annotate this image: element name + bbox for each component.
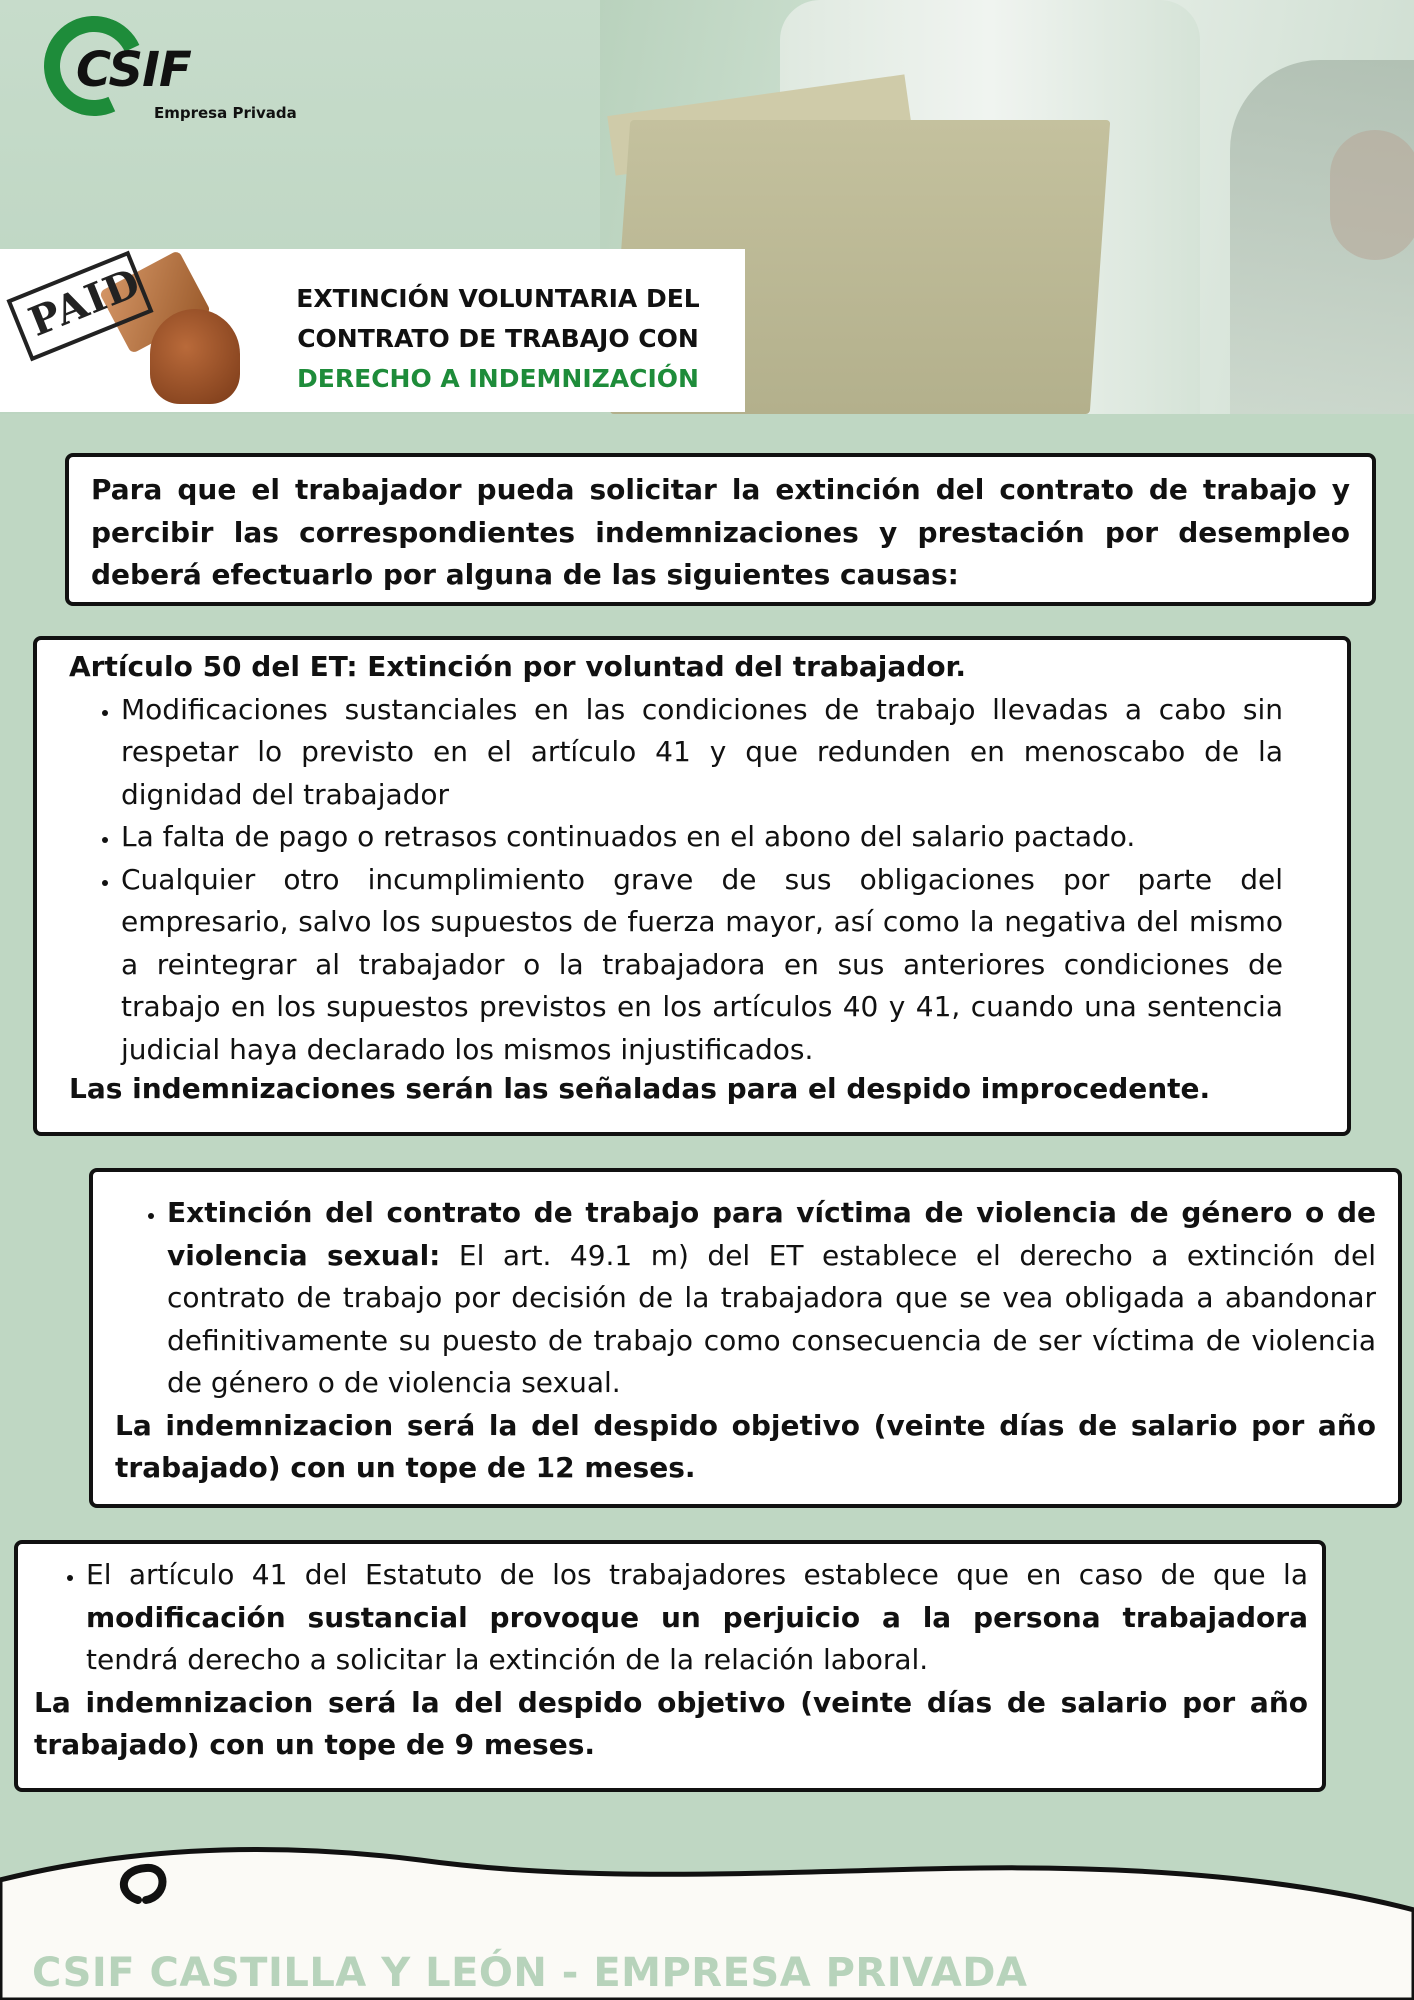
violencia-conclusion: La indemnizacion será la del despido objetivo (veinte días de salario por año trabajado) con un tope de 12 meses.	[115, 1408, 1376, 1484]
title-line-2: CONTRATO DE TRABAJO CON	[297, 324, 699, 353]
list-item	[167, 1192, 1376, 1405]
list-item: • Cualquier otro incumplimiento grave de sus obligaciones por parte del empresario, salvo los supuestos de fuerza mayor, así como la negativa del mismo a reintegrar al trabajador o la trabajadora en sus anteriores condiciones de trabajo en los supuestos previstos en los artículos 40 y 41, cuando una sentencia judicial haya declarado los mismos injustificados.	[121, 859, 1283, 1072]
background-person-head	[1330, 130, 1414, 260]
violencia-list	[115, 1192, 1376, 1405]
list-item: • Modificaciones sustanciales en las condiciones de trabajo llevadas a cabo sin respetar lo previsto en el artículo 41 y que redunden en menoscabo de la dignidad del trabajador	[121, 689, 1283, 817]
footer-text: CSIF CASTILLA Y LEÓN - EMPRESA PRIVADA	[32, 1950, 1028, 1996]
article-41-list	[34, 1554, 1308, 1682]
article-50-card	[33, 636, 1351, 1136]
article-41-conclusion: La indemnizacion será la del despido objetivo (veinte días de salario por año trabajado) con un tope de 9 meses.	[34, 1685, 1308, 1761]
title-line-1: EXTINCIÓN VOLUNTARIA DEL	[296, 284, 700, 313]
logo-name: CSIF	[76, 42, 191, 98]
article-50-heading: Artículo 50 del ET: Extinción por voluntad del trabajador.	[69, 650, 967, 683]
stamp-handle-icon	[150, 309, 240, 404]
article-50-list	[69, 689, 1283, 1072]
article-50-conclusion: Las indemnizaciones serán las señaladas para el despido improcedente.	[69, 1072, 1211, 1105]
page-title	[268, 279, 728, 399]
intro-text: Para que el trabajador pueda solicitar la extinción del contrato de trabajo y percibir las correspondientes indemnizaciones y prestación por desempleo deberá efectuarlo por alguna de las siguientes causas:	[91, 473, 1350, 591]
article-41-text-before: El artículo 41 del Estatuto de los trabajadores establece que en caso de que la	[86, 1558, 1308, 1591]
article-41-card	[14, 1540, 1326, 1792]
violencia-card	[89, 1168, 1402, 1508]
csif-logo	[40, 10, 300, 140]
article-41-text-after: tendrá derecho a solicitar la extinción de la relación laboral.	[86, 1643, 929, 1676]
violencia-text: El art. 49.1 m) del ET establece el derecho a extinción del contrato de trabajo por decisión de la trabajadora que se vea obligada a abandonar definitivamente su puesto de trabajo como consecuencia de ser víctima de violencia de género o de violencia sexual.	[167, 1238, 1376, 1399]
title-line-3: DERECHO A INDEMNIZACIÓN	[297, 364, 699, 393]
list-item	[86, 1554, 1308, 1682]
violencia-bold: Extinción del contrato de trabajo para víctima de violencia de género o de violencia sexual:	[167, 1196, 1376, 1272]
logo-subtitle: Empresa Privada	[154, 104, 297, 122]
list-item: • La falta de pago o retrasos continuados en el abono del salario pactado.	[121, 816, 1283, 859]
intro-card	[65, 453, 1376, 606]
title-panel	[0, 249, 745, 412]
hero-banner	[0, 0, 1414, 414]
stamp-word: PAID	[22, 258, 148, 346]
article-41-bold: modificación sustancial provoque un perjuicio a la persona trabajadora	[86, 1600, 1308, 1634]
